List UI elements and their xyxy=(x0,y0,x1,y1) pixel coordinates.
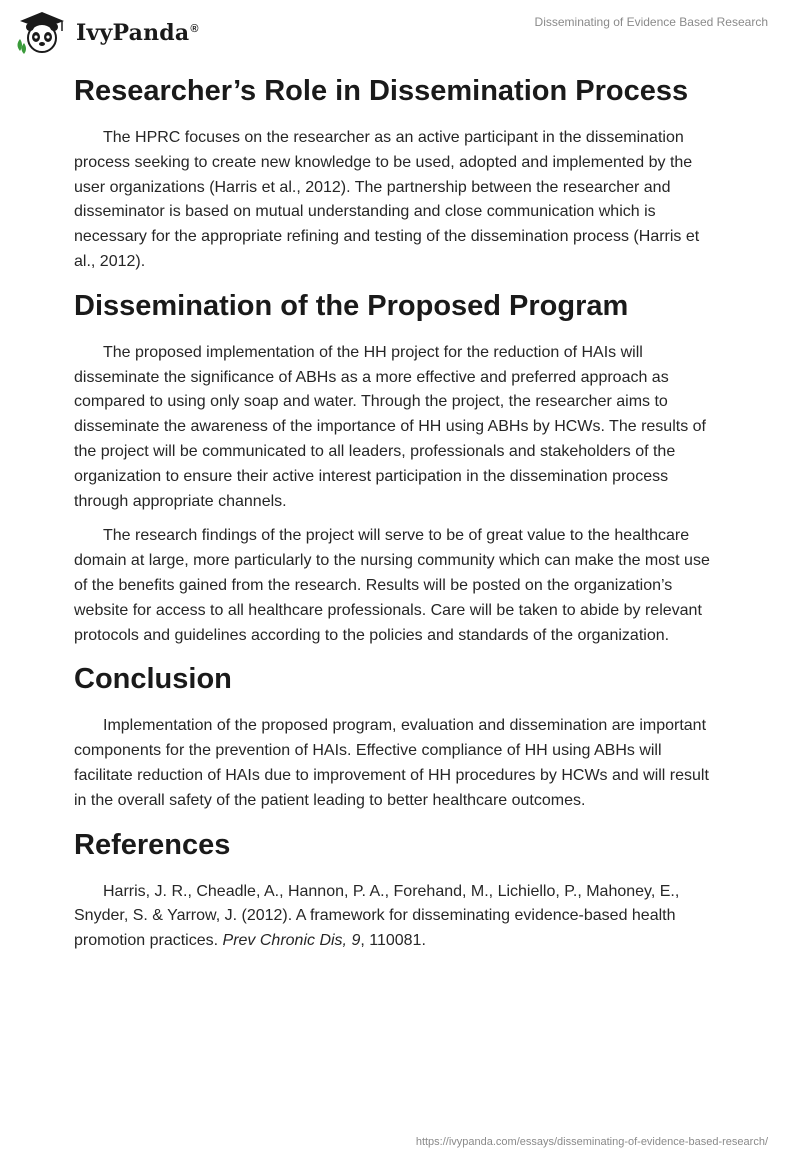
registered-mark: ® xyxy=(190,22,199,35)
paragraph: The research findings of the project will serve to be of great value to the healthcare domain at large, more particularly to the nursing community which can make the most use of the benefits gained from the research. Results will be posted on the organization’s website for access to all healthcare professionals. Care will be taken to abide by relevant protocols and guidelines according to the policies and standards of the organization. xyxy=(74,527,710,644)
section-references xyxy=(74,824,722,954)
essay-content xyxy=(74,70,722,964)
reference-pages: , 110081. xyxy=(360,932,426,950)
section-heading: Dissemination of the Proposed Program xyxy=(74,289,629,322)
reference-authors: Harris, J. R., Cheadle, A., Hannon, P. A., Forehand, M., Lichiello, P., Mahoney, E., Snyder, S. & Yarrow, J. (2012). A framework for disseminating evidence-based health promotion practices. xyxy=(74,882,680,950)
section-heading: References xyxy=(74,828,231,861)
paragraph: The HPRC focuses on the researcher as an active participant in the dissemination process seeking to create new knowledge to be used, adopted and implemented by the user organizations (Harris et al., 2012). The partnership between the researcher and disseminator is based on mutual understanding and close communication which is necessary for the appropriate refining and testing of the dissemination process (Harris et al., 2012). xyxy=(74,129,700,270)
paragraph: The proposed implementation of the HH project for the reduction of HAIs will disseminate the significance of ABHs as a more effective and preferred approach as compared to using only soap and water. Through the project, the researcher aims to disseminate the awareness of the importance of HH using ABHs by HCWs. The results of the project will be communicated to all leaders, professionals and stakeholders of the organization to ensure their active interest participation in the dissemination process through appropriate channels. xyxy=(74,343,706,510)
logo-name: IvyPanda xyxy=(76,20,190,46)
section-researchers-role xyxy=(74,70,722,275)
section-heading: Researcher’s Role in Dissemination Process xyxy=(74,75,689,107)
section-conclusion xyxy=(74,658,722,813)
paragraph: Implementation of the proposed program, evaluation and dissemination are important components for the prevention of HAIs. Effective compliance of HH using ABHs will facilitate reduction of HAIs due to improvement of HH procedures by HCWs and will result in the overall safety of the patient leading to better healthcare outcomes. xyxy=(74,717,709,809)
reference-entry xyxy=(74,880,722,954)
section-dissemination xyxy=(74,285,722,649)
panda-graduate-icon xyxy=(14,9,70,55)
source-url[interactable]: https://ivypanda.com/essays/disseminating-of-evidence-based-research/ xyxy=(415,1136,768,1148)
reference-journal: Prev Chronic Dis, 9 xyxy=(222,932,361,950)
page-header xyxy=(0,0,800,64)
section-heading: Conclusion xyxy=(74,663,232,696)
ivypanda-logo[interactable] xyxy=(14,9,199,55)
running-title: Disseminating of Evidence Based Research xyxy=(534,15,768,29)
logo-wordmark xyxy=(76,20,199,46)
